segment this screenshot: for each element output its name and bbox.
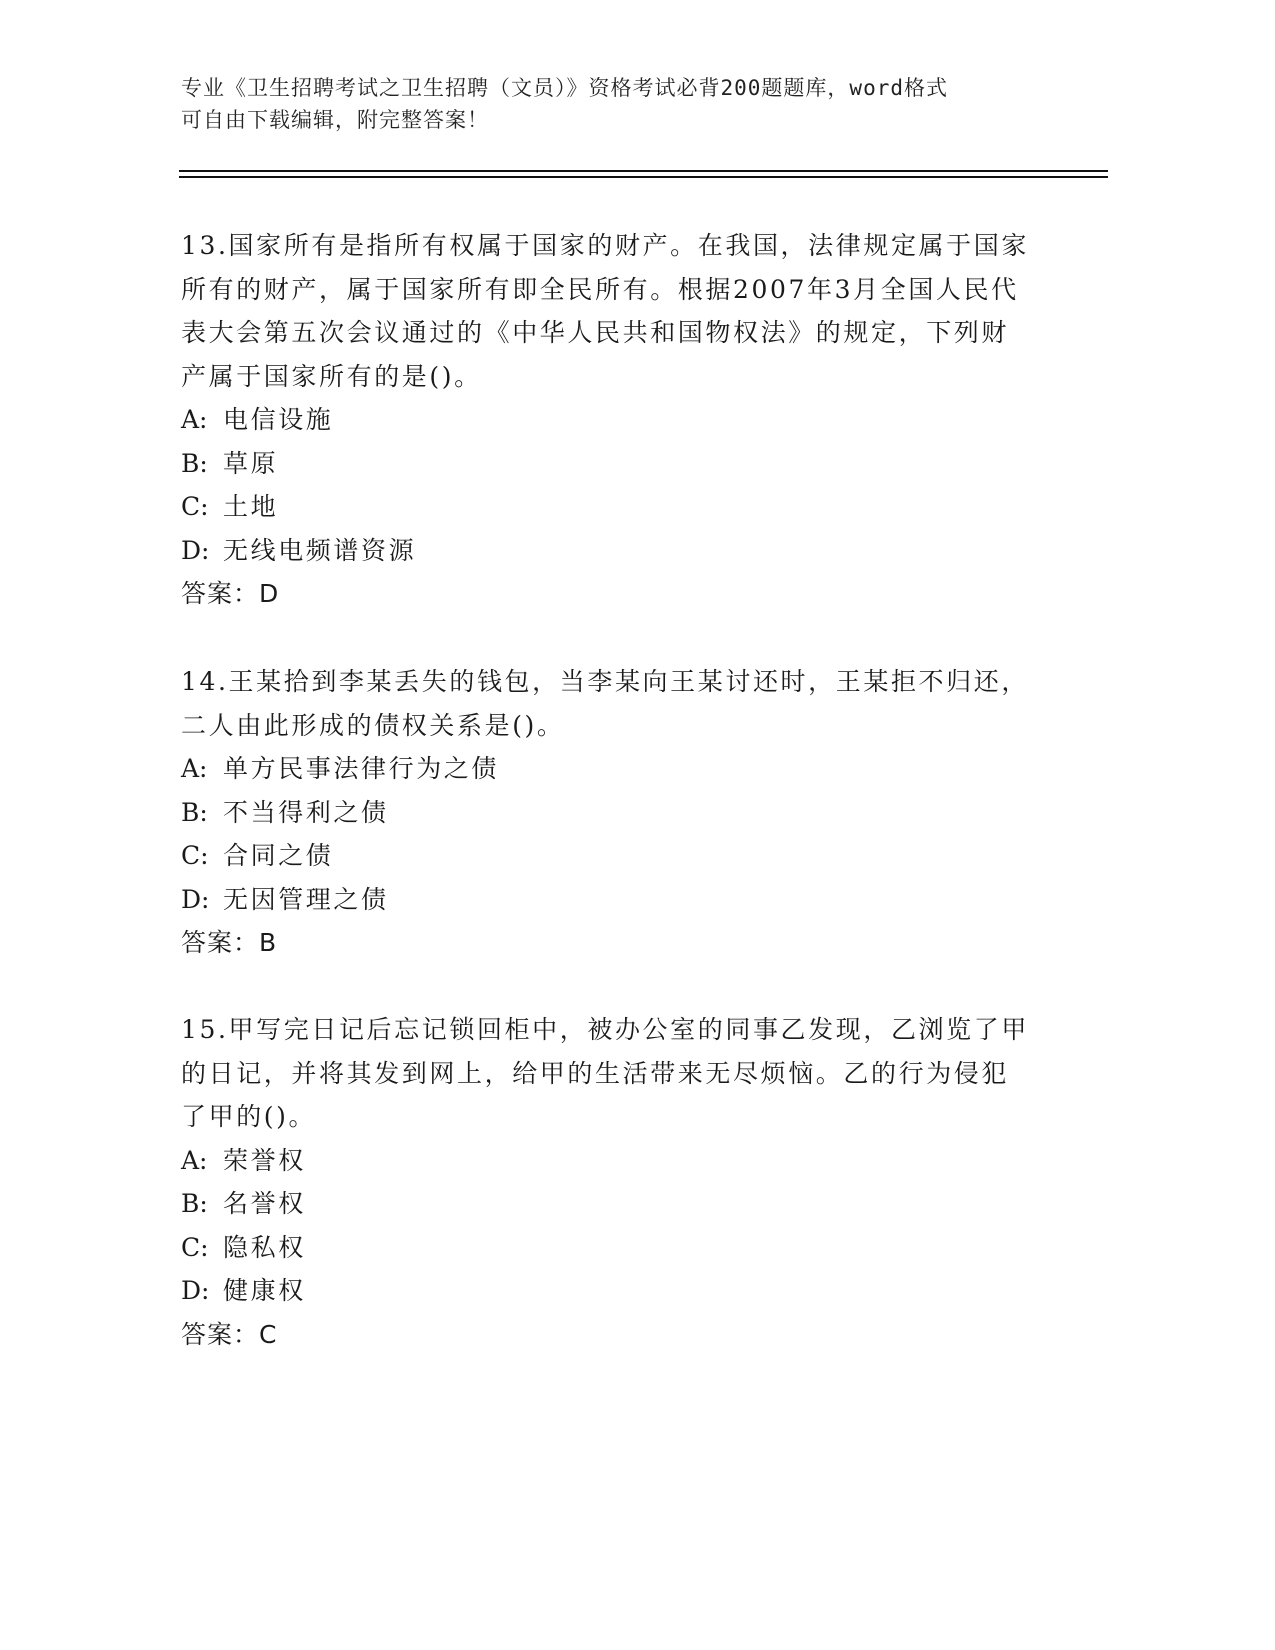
header-divider-top [179, 170, 1108, 172]
option-c [181, 834, 1041, 878]
header-line-2: 可自由下载编辑，附完整答案！ [181, 108, 489, 132]
option-text: 不当得利之债 [223, 797, 389, 827]
answer-line: 答案：C [181, 1319, 278, 1349]
option-text: 健康权 [223, 1276, 306, 1305]
header-line-1: 专业《卫生招聘考试之卫生招聘（文员）》资格考试必背200题题库，word格式 [181, 76, 948, 100]
document-header [181, 72, 1041, 136]
question-14 [181, 660, 1041, 965]
option-d [181, 529, 1041, 573]
question-line: 产属于国家所有的是()。 [181, 361, 482, 391]
option-a [181, 398, 1041, 442]
option-text: 隐私权 [223, 1232, 306, 1262]
option-key: B: [181, 1189, 208, 1218]
question-text [181, 224, 1041, 398]
option-key: C: [181, 1232, 209, 1262]
option-c [181, 1226, 1041, 1270]
option-key: A: [181, 405, 208, 434]
answer-line: 答案：B [181, 928, 278, 957]
question-line: 15.甲写完日记后忘记锁回柜中，被办公室的同事乙发现，乙浏览了甲 [181, 1015, 1029, 1044]
question-line: 所有的财产，属于国家所有即全民所有。根据2007年3月全国人民代 [181, 274, 1019, 304]
question-line: 14.王某拾到李某丢失的钱包，当李某向王某讨还时，王某拒不归还， [181, 667, 1029, 696]
question-text [181, 660, 1041, 747]
question-line: 表大会第五次会议通过的《中华人民共和国物权法》的规定，下列财 [181, 318, 1010, 347]
option-a [181, 1139, 1041, 1183]
option-key: D: [181, 884, 210, 914]
answer-line: 答案：D [181, 579, 280, 608]
option-c [181, 485, 1041, 529]
question-text [181, 1008, 1041, 1139]
question-line: 二人由此形成的债权关系是()。 [181, 710, 565, 740]
question-line: 13.国家所有是指所有权属于国家的财产。在我国，法律规定属于国家 [181, 231, 1029, 260]
option-key: A: [181, 1145, 208, 1175]
question-15 [181, 1008, 1041, 1356]
option-text: 草原 [223, 448, 279, 478]
header-divider-bottom [179, 176, 1108, 178]
option-d [181, 878, 1041, 922]
option-text: 电信设施 [223, 405, 334, 434]
option-text: 单方民事法律行为之债 [223, 754, 500, 783]
question-line: 了甲的()。 [181, 1102, 317, 1131]
option-key: B: [181, 448, 208, 478]
option-key: C: [181, 492, 209, 521]
option-key: A: [181, 754, 208, 783]
option-text: 名誉权 [223, 1189, 306, 1218]
question-13 [181, 224, 1041, 616]
question-line: 的日记，并将其发到网上，给甲的生活带来无尽烦恼。乙的行为侵犯 [181, 1058, 1010, 1088]
option-text: 无因管理之债 [223, 884, 389, 914]
option-a [181, 747, 1041, 791]
option-key: D: [181, 535, 210, 565]
option-key: C: [181, 841, 209, 870]
option-text: 荣誉权 [223, 1145, 306, 1175]
option-key: B: [181, 797, 208, 827]
option-text: 合同之债 [223, 841, 334, 870]
option-b [181, 442, 1041, 486]
option-d [181, 1269, 1041, 1313]
option-b [181, 1182, 1041, 1226]
option-text: 无线电频谱资源 [223, 535, 417, 565]
option-b [181, 791, 1041, 835]
option-key: D: [181, 1276, 210, 1305]
option-text: 土地 [223, 492, 279, 521]
